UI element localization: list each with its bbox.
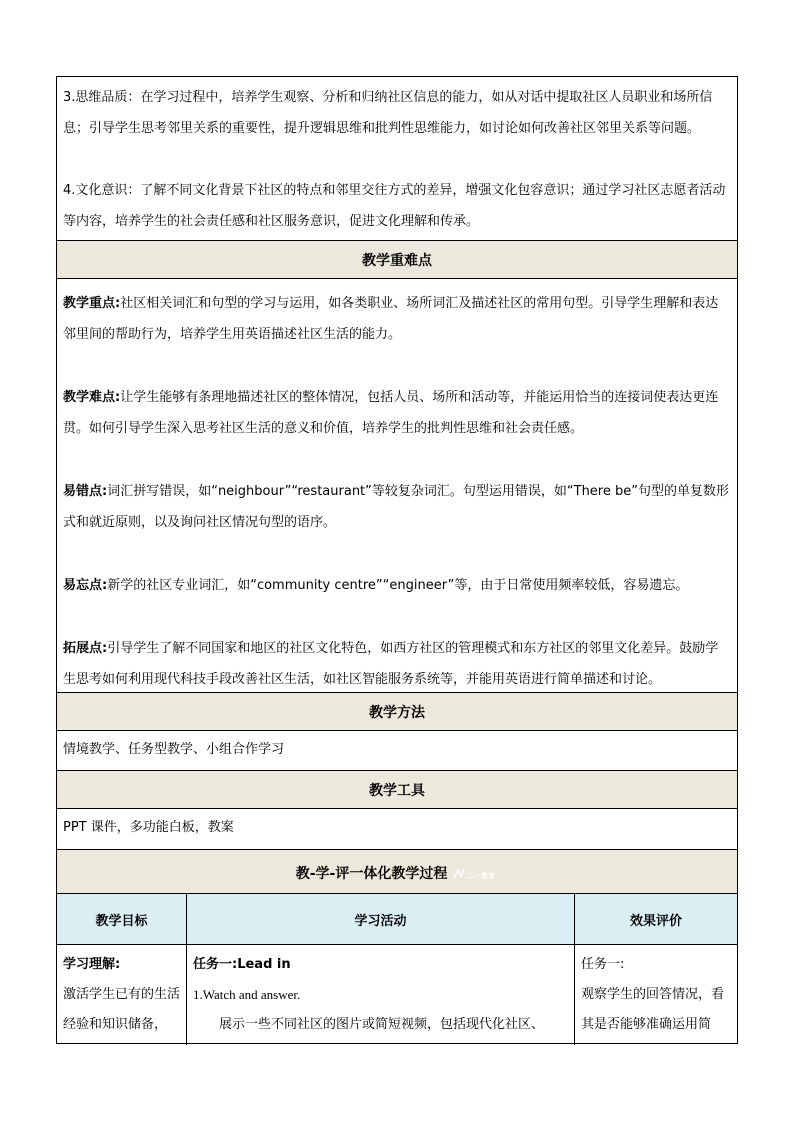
process-column-header-row: [57, 893, 737, 944]
task-label: 任务一:Lead in: [193, 957, 291, 972]
objectives-continued-row: [57, 77, 737, 240]
teaching-difficulty: [63, 383, 731, 444]
extension-points: [63, 634, 731, 695]
col-goal-cell: [57, 894, 186, 944]
tools-header: 教学工具: [369, 783, 425, 799]
task-step: 1.Watch and answer.: [193, 987, 301, 1002]
process-content-row: [57, 944, 737, 1045]
extension-label: 拓展点:: [63, 641, 108, 656]
goal-text: 激活学生已有的生活经验和知识储备，: [63, 987, 181, 1032]
col-eval-cell: [574, 894, 737, 944]
teaching-focus: [63, 289, 731, 350]
col-activity-header: 学习活动: [354, 914, 407, 929]
methods-row: [57, 730, 737, 770]
activity-cell: [186, 945, 574, 1045]
watermark-logo: [452, 867, 498, 881]
error-prone-label: 易错点:: [63, 484, 108, 499]
easily-forgotten-points: [63, 571, 731, 602]
key-points-body: [57, 278, 737, 692]
process-header: [57, 863, 737, 883]
methods-text: 情境教学、任务型教学、小组合作学习: [63, 742, 285, 757]
easily-forgotten-label: 易忘点:: [63, 578, 108, 593]
teaching-focus-text: 社区相关词汇和句型的学习与运用，如各类职业、场所词汇及描述社区的常用句型。引导学生理解和表达邻里间的帮助行为，培养学生用英语描述社区生活的能力。: [63, 296, 719, 342]
extension-text: 引导学生了解不同国家和地区的社区文化特色，如西方社区的管理模式和东方社区的邻里文化差异。鼓励学生思考如何利用现代科技手段改善社区生活，如社区智能服务系统等，并能用英语进行简单描述和讨论。: [63, 641, 719, 687]
eval-cell: [574, 945, 737, 1045]
error-prone-points: [63, 477, 731, 538]
teaching-difficulty-text: 让学生能够有条理地描述社区的整体情况，包括人员、场所和活动等，并能运用恰当的连接词使表达更连贯。如何引导学生深入思考社区生活的意义和价值，培养学生的批判性思维和社会责任感。: [63, 390, 719, 436]
eval-text: 观察学生的回答情况，看其是否能够准确运用简: [581, 987, 725, 1032]
cultural-awareness-paragraph: 4.文化意识：了解不同文化背景下社区的特点和邻里交往方式的差异，增强文化包容意识；通过学习社区志愿者活动等内容，培养学生的社会责任感和社区服务意识，促进文化理解和传承。: [63, 183, 726, 229]
thinking-quality-paragraph: 3.思维品质：在学习过程中，培养学生观察、分析和归纳社区信息的能力，如从对话中提取社区人员职业和场所信息；引导学生思考邻里关系的重要性，提升逻辑思维和批判性思维能力，如讨论如何改善社区邻里关系等问题。: [63, 90, 713, 136]
goal-label: 学习理解:: [63, 957, 121, 972]
lesson-plan-table: [56, 76, 738, 1044]
teaching-difficulty-label: 教学难点:: [63, 390, 121, 405]
goal-cell: [57, 945, 186, 1045]
error-prone-text: 词汇拼写错误，如“neighbour”“restaurant”等较复杂词汇。句型运用错误，如“There be”句型的单复数形式和就近原则，以及询问社区情况句型的语序。: [63, 484, 729, 530]
tools-text: PPT 课件，多功能白板，教案: [63, 820, 234, 835]
key-points-header: 教学重难点: [362, 253, 432, 269]
tools-header-row: [57, 770, 737, 808]
process-header-row: [57, 849, 737, 893]
col-eval-header: 效果评价: [629, 914, 682, 929]
key-points-header-row: [57, 240, 737, 278]
process-title: 教-学-评一体化教学过程: [295, 866, 448, 882]
task-text: 展示一些不同社区的图片或简短视频，包括现代化社区、: [219, 1017, 545, 1032]
col-activity-cell: [186, 894, 574, 944]
methods-header: 教学方法: [369, 705, 425, 721]
svg-text:二一教育: 二一教育: [467, 872, 496, 880]
col-goal-header: 教学目标: [95, 914, 148, 929]
easily-forgotten-text: 新学的社区专业词汇，如“community centre”“engineer”等，由于日常使用频率较低，容易遗忘。: [107, 578, 689, 593]
teaching-focus-label: 教学重点:: [63, 296, 121, 311]
tools-row: [57, 808, 737, 849]
eval-label: 任务一:: [581, 957, 625, 972]
methods-header-row: [57, 692, 737, 730]
